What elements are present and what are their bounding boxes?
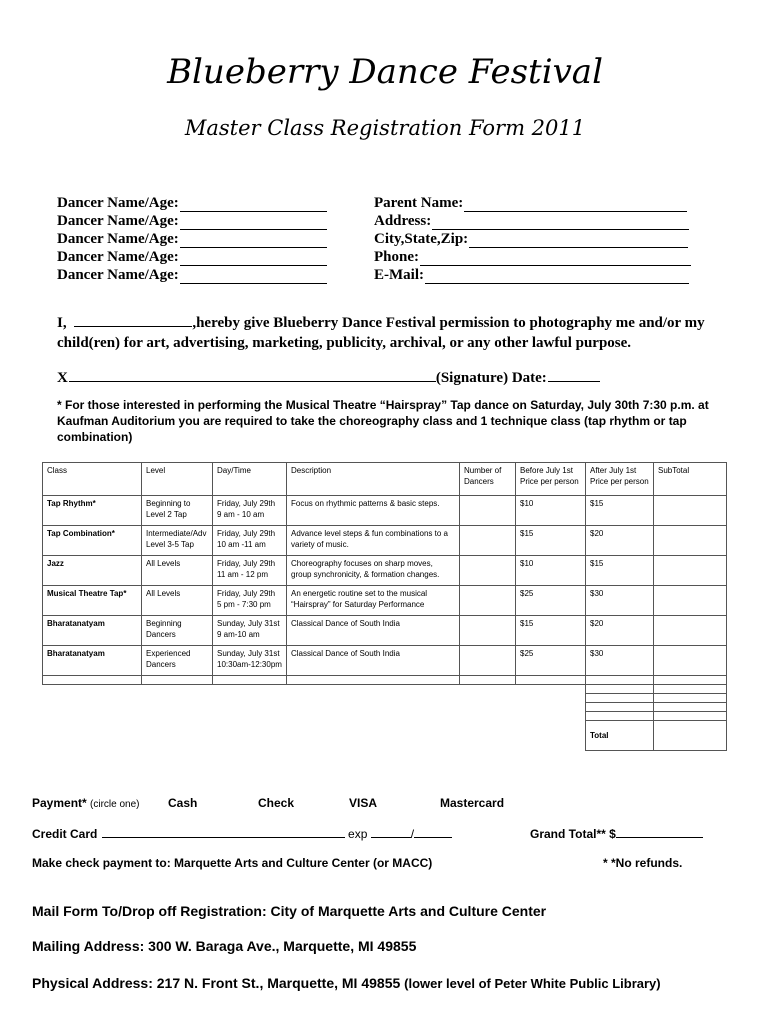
dancer-field-2[interactable]: Dancer Name/Age: <box>57 212 327 230</box>
permission-statement: I, ,hereby give Blueberry Dance Festival permission to photography me and/or my child(ren) for art, advertising, marketing, publicity, archival, or any other lawful purpose. <box>57 315 705 351</box>
total-label: Total <box>586 721 654 751</box>
parent-name-blank[interactable] <box>464 197 687 212</box>
dancer-blank[interactable] <box>180 269 327 284</box>
credit-card-line: Credit Card exp / <box>32 826 452 841</box>
table-row: Tap Rhythm* Beginning to Level 2 Tap Friday, July 29th 9 am - 10 am Focus on rhythmic patterns & basic steps. $10 $15 <box>43 496 727 526</box>
exp-year-blank[interactable] <box>414 826 452 838</box>
email-blank[interactable] <box>425 269 689 284</box>
dancer-blank[interactable] <box>180 251 327 266</box>
city-state-zip-blank[interactable] <box>469 233 688 248</box>
city-state-zip-field[interactable]: City,State,Zip: <box>374 230 691 248</box>
col-after: After July 1st Price per person <box>586 463 654 496</box>
col-before: Before July 1st Price per person <box>516 463 586 496</box>
date-blank[interactable] <box>548 367 600 382</box>
parent-fields <box>374 194 691 284</box>
permission-name-blank[interactable] <box>74 313 192 327</box>
grand-total-line: Grand Total** $ <box>530 826 703 841</box>
signature-blank[interactable] <box>69 367 436 382</box>
payment-option-check[interactable]: Check <box>258 796 295 810</box>
col-description: Description <box>287 463 460 496</box>
subtotal-input[interactable] <box>654 586 727 616</box>
exp-month-blank[interactable] <box>371 826 411 838</box>
dancer-blank[interactable] <box>180 215 327 230</box>
subtotal-input[interactable] <box>654 646 727 676</box>
form-title: Blueberry Dance Festival <box>167 52 603 92</box>
dancer-field-5[interactable]: Dancer Name/Age: <box>57 266 327 284</box>
dancers-input[interactable] <box>460 616 516 646</box>
payment-label: Payment* (circle one) <box>32 796 140 810</box>
col-dancers: Number of Dancers <box>460 463 516 496</box>
email-field[interactable]: E-Mail: <box>374 266 691 284</box>
col-subtotal: SubTotal <box>654 463 727 496</box>
blank-row <box>43 703 727 712</box>
dancers-input[interactable] <box>460 496 516 526</box>
grand-total-blank[interactable] <box>616 826 703 838</box>
table-row: Bharatanatyam Beginning Dancers Sunday, July 31st 9 am-10 am Classical Dance of South India $15 $20 <box>43 616 727 646</box>
subtotal-input[interactable] <box>654 526 727 556</box>
dancer-field-4[interactable]: Dancer Name/Age: <box>57 248 327 266</box>
dancer-blank[interactable] <box>180 197 327 212</box>
dancer-fields <box>57 194 327 284</box>
table-row: Jazz All Levels Friday, July 29th 11 am - 12 pm Choreography focuses on sharp moves, group synchronicity, & formation changes. $10 $15 <box>43 556 727 586</box>
table-row: Tap Combination* Intermediate/Adv Level 3-5 Tap Friday, July 29th 10 am -11 am Advance level steps & fun combinations to a variety of music. $15 $20 <box>43 526 727 556</box>
dancer-field-1[interactable]: Dancer Name/Age: <box>57 194 327 212</box>
class-registration-table <box>42 462 727 751</box>
make-check-note: Make check payment to: Marquette Arts and Culture Center (or MACC) <box>32 856 433 870</box>
subtotal-input[interactable] <box>654 616 727 646</box>
total-input[interactable] <box>654 721 727 751</box>
dancers-input[interactable] <box>460 526 516 556</box>
mailing-address: Mailing Address: 300 W. Baraga Ave., Marquette, MI 49855 <box>32 938 417 954</box>
mail-form-line: Mail Form To/Drop off Registration: City of Marquette Arts and Culture Center <box>32 903 547 919</box>
hairspray-note: * For those interested in performing the Musical Theatre “Hairspray” Tap dance on Saturday, July 30th 7:30 p.m. at Kaufman Auditorium you are required to take the choreography class and 1 technique class (tap rhythm or tap combination) <box>57 398 709 444</box>
payment-option-cash[interactable]: Cash <box>168 796 198 810</box>
payment-option-visa[interactable]: VISA <box>349 796 378 810</box>
table-row: Bharatanatyam Experienced Dancers Sunday, July 31st 10:30am-12:30pm Classical Dance of South India $25 $30 <box>43 646 727 676</box>
phone-field[interactable]: Phone: <box>374 248 691 266</box>
subtotal-input[interactable] <box>654 556 727 586</box>
address-blank[interactable] <box>432 215 689 230</box>
blank-row <box>43 685 727 694</box>
phone-blank[interactable] <box>420 251 691 266</box>
col-daytime: Day/Time <box>213 463 287 496</box>
payment-option-mastercard[interactable]: Mastercard <box>440 796 505 810</box>
blank-row <box>43 676 727 685</box>
blank-row <box>43 712 727 721</box>
dancer-blank[interactable] <box>180 233 327 248</box>
subtotal-input[interactable] <box>654 496 727 526</box>
dancers-input[interactable] <box>460 646 516 676</box>
blank-row <box>43 694 727 703</box>
address-field[interactable]: Address: <box>374 212 691 230</box>
col-level: Level <box>142 463 213 496</box>
table-header <box>43 463 727 496</box>
form-subtitle: Master Class Registration Form 2011 <box>184 116 586 140</box>
dancer-field-3[interactable]: Dancer Name/Age: <box>57 230 327 248</box>
credit-card-blank[interactable] <box>102 826 345 838</box>
parent-name-field[interactable]: Parent Name: <box>374 194 691 212</box>
signature-line: X (Signature) Date: <box>57 367 600 387</box>
physical-address: Physical Address: 217 N. Front St., Marquette, MI 49855 (lower level of Peter White Public Library) <box>32 975 661 991</box>
col-class: Class <box>43 463 142 496</box>
dancers-input[interactable] <box>460 556 516 586</box>
dancers-input[interactable] <box>460 586 516 616</box>
total-row <box>43 721 727 751</box>
table-row: Musical Theatre Tap* All Levels Friday, July 29th 5 pm - 7:30 pm An energetic routine set to the musical “Hairspray” for Saturday Performance $25 $30 <box>43 586 727 616</box>
no-refunds-note: * *No refunds. <box>603 856 683 870</box>
